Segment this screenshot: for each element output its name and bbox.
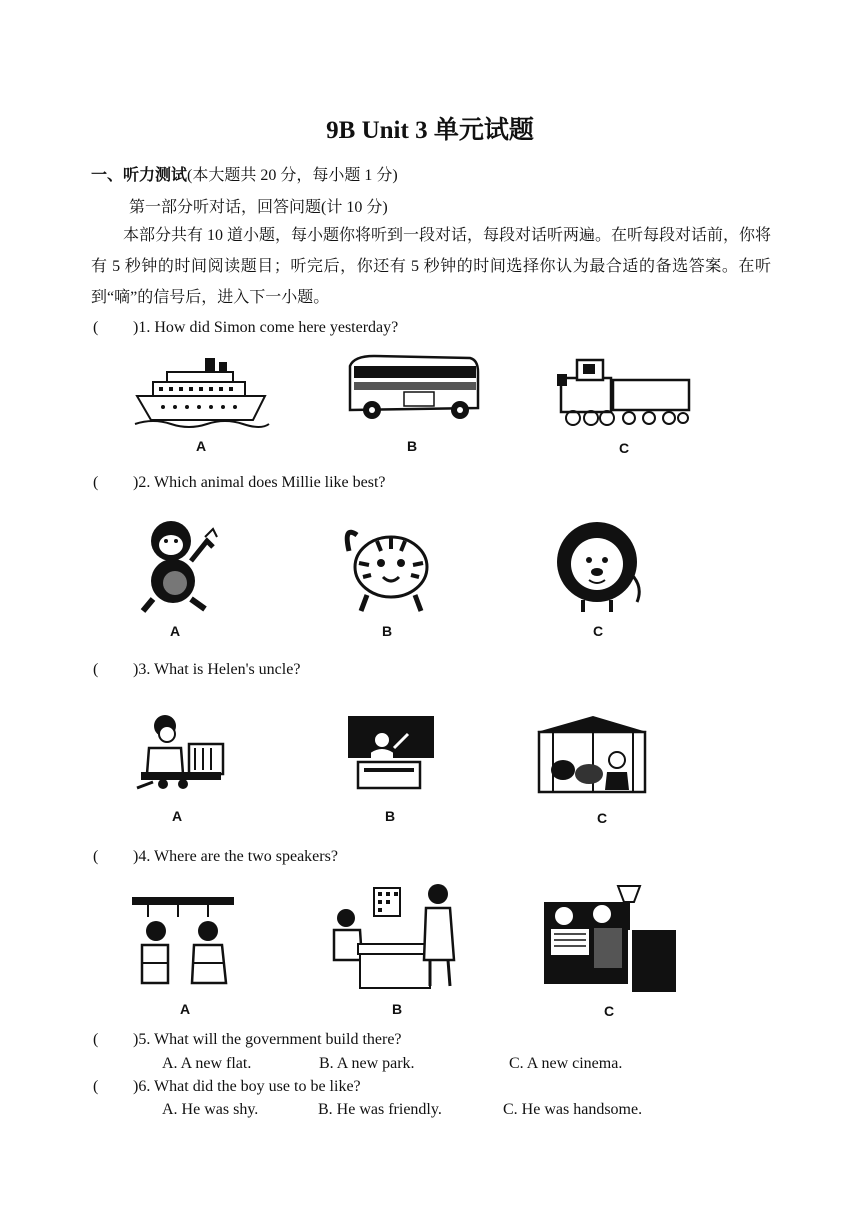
option-c: C. He was handsome. <box>503 1101 643 1118</box>
bus-picture <box>344 352 482 427</box>
answer-bracket: ( <box>93 474 99 491</box>
option-letter: C <box>604 1003 615 1019</box>
question-text: )2. Which animal does Millie like best? <box>133 474 386 491</box>
living-room-picture <box>540 880 680 995</box>
question-text: )3. What is Helen's uncle? <box>133 661 301 678</box>
question-6 <box>93 1078 361 1096</box>
page-title: 9B Unit 3 单元试题 <box>326 117 534 144</box>
answer-bracket: ( <box>93 319 99 336</box>
question-text: )4. Where are the two speakers? <box>133 848 338 865</box>
part-heading: 第一部分听对话，回答问题(计 10 分) <box>129 199 388 216</box>
two-people-talking-picture <box>128 893 238 991</box>
answer-bracket: ( <box>93 1078 99 1095</box>
option-letter: A <box>196 438 207 454</box>
question-text: )1. How did Simon come here yesterday? <box>133 319 399 336</box>
section-heading-note: (本大题共 20 分，每小题 1 分) <box>187 167 398 184</box>
option-letter: A <box>172 808 183 824</box>
option-letter: C <box>593 623 604 639</box>
option-letter: C <box>619 440 630 456</box>
answer-bracket: ( <box>93 1031 99 1048</box>
train-picture <box>553 352 693 432</box>
option-b: B. A new park. <box>319 1055 415 1072</box>
option-c: C. A new cinema. <box>509 1055 623 1072</box>
question-1 <box>93 319 398 337</box>
option-letter: B <box>382 623 393 639</box>
question-5 <box>93 1031 402 1049</box>
option-letter: C <box>597 810 608 826</box>
option-letter: A <box>180 1001 191 1017</box>
option-letter: A <box>170 623 181 639</box>
section-heading <box>91 162 398 185</box>
question-3 <box>93 661 300 679</box>
instructions-paragraph: 本部分共有 10 道小题，每小题你将听到一段对话，每段对话听两遍。在听每段对话前，你将有 5 秒钟的时间阅读题目；听完后，你还有 5 秒钟的时间选择你认为最合适的备选答案。在听到“嘀”的信号后，进入下一小题。 <box>91 227 772 306</box>
option-letter: B <box>385 808 396 824</box>
office-picture <box>330 880 465 992</box>
zookeeper-picture <box>533 712 651 797</box>
teacher-picture <box>344 712 439 797</box>
lion-picture <box>553 518 645 613</box>
mechanic-picture <box>133 712 228 797</box>
answer-bracket: ( <box>93 661 99 678</box>
option-a: A. He was shy. <box>162 1101 259 1118</box>
ship-picture <box>133 352 271 432</box>
question-4 <box>93 848 338 866</box>
tiger-picture <box>337 515 437 615</box>
monkey-picture <box>135 515 220 615</box>
option-a: A. A new flat. <box>162 1055 252 1072</box>
question-text: )6. What did the boy use to be like? <box>133 1078 361 1095</box>
answer-bracket: ( <box>93 848 99 865</box>
option-letter: B <box>407 438 418 454</box>
option-b: B. He was friendly. <box>318 1101 442 1118</box>
option-letter: B <box>392 1001 403 1017</box>
section-heading-label: 一、听力测试 <box>91 167 188 184</box>
question-text: )5. What will the government build there? <box>133 1031 402 1048</box>
question-2 <box>93 474 386 492</box>
